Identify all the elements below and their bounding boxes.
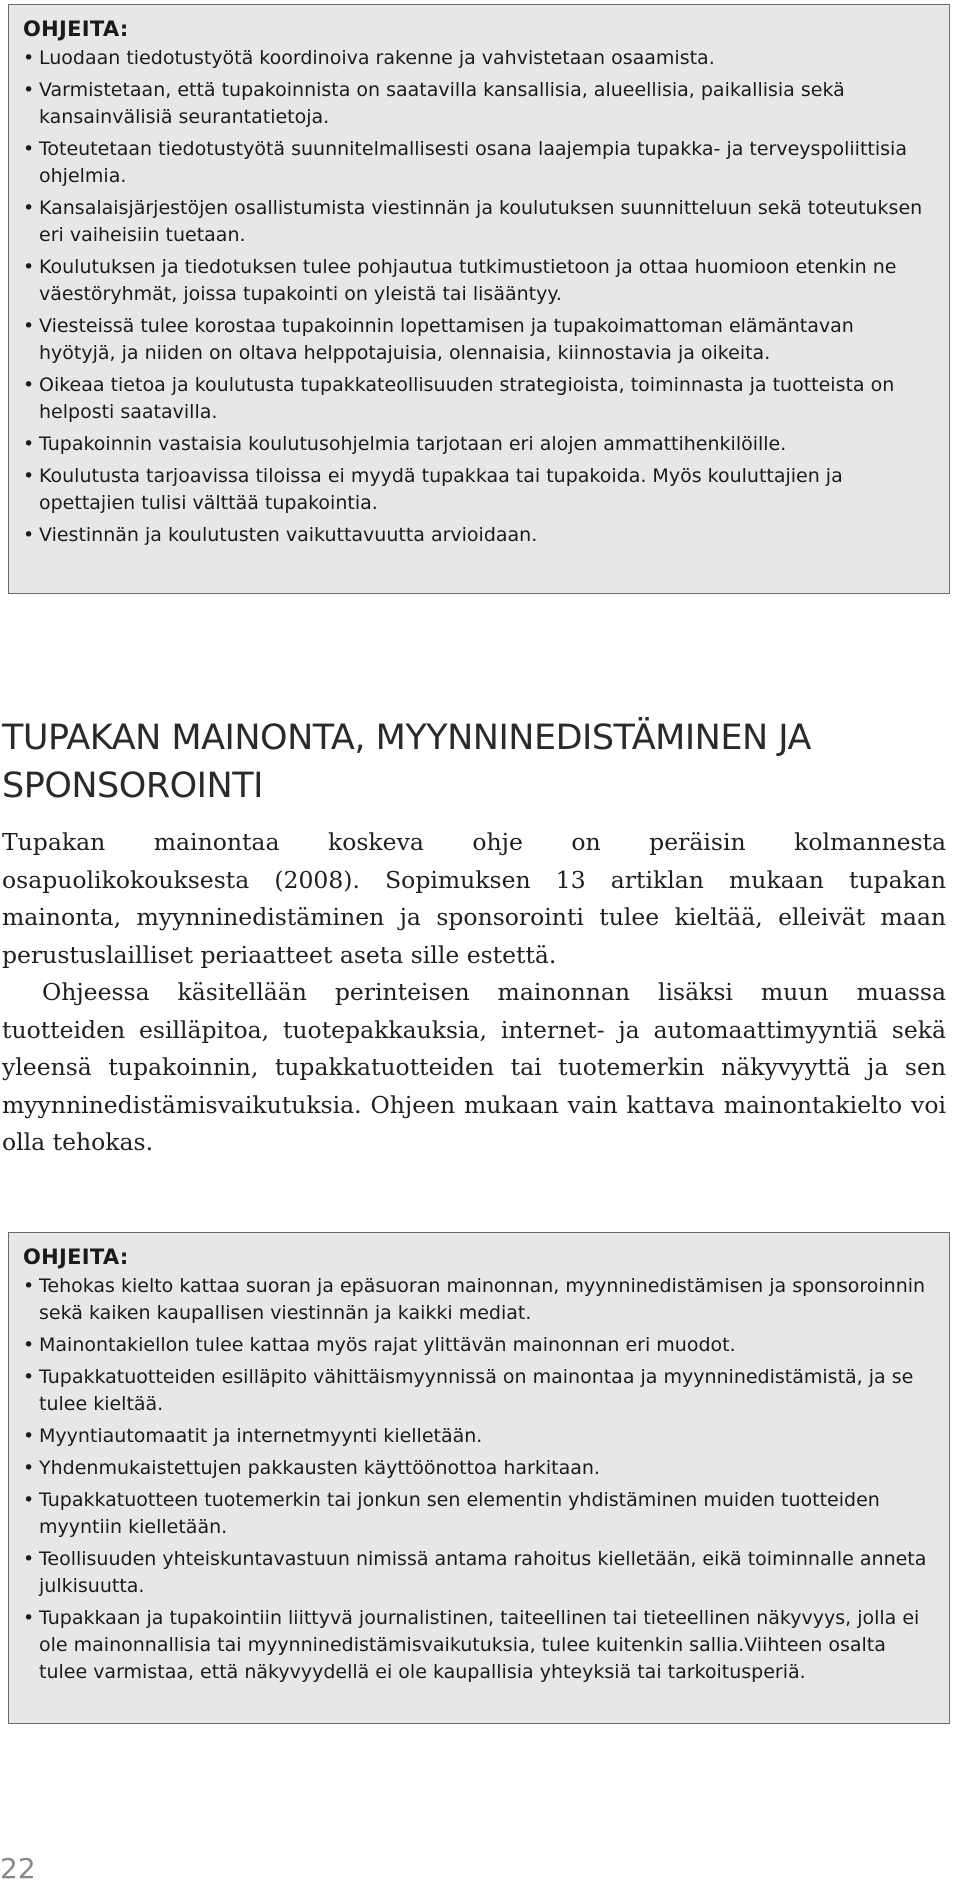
guidelines-list <box>23 1273 935 1686</box>
body-paragraph: Tupakan mainontaa koskeva ohje on peräisin kolmannesta osapuolikokouksesta (2008). Sopimuksen 13 artiklan mukaan tupakan mainonta, myynninedistäminen ja sponsorointi tulee kieltää, elleivät maan perustuslailliset periaatteet aseta sille estettä. <box>2 828 946 969</box>
list-item: • Tupakoinnin vastaisia koulutusohjelmia tarjotaan eri alojen ammattihenkilöille. <box>23 431 935 458</box>
section-body <box>2 824 946 1162</box>
list-item: • Koulutusta tarjoavissa tiloissa ei myydä tupakkaa tai tupakoida. Myös kouluttajien ja opettajien tulisi välttää tupakointia. <box>23 463 935 517</box>
list-item: • Teollisuuden yhteiskuntavastuun nimissä antama rahoitus kielletään, eikä toiminnalle anneta julkisuutta. <box>23 1546 935 1600</box>
section-heading: TUPAKAN MAINONTA, MYYNNINEDISTÄMINEN JA SPONSOROINTI <box>2 718 811 806</box>
list-item: • Mainontakiellon tulee kattaa myös rajat ylittävän mainonnan eri muodot. <box>23 1332 935 1359</box>
list-item: • Tupakkaan ja tupakointiin liittyvä journalistinen, taiteellinen tai tieteellinen näkyvyys, jolla ei ole mainonnallisia tai myynninedistämisvaikutuksia, tulee kuitenkin sallia.Viihteen osalta tulee varmistaa, että näkyvyydellä ei ole kaupallisia yhteyksiä tai tarkoitusperiä. <box>23 1605 935 1686</box>
box-title: OHJEITA: <box>23 1245 129 1269</box>
list-item: • Varmistetaan, että tupakoinnista on saatavilla kansallisia, alueellisia, paikallisia sekä kansainvälisiä seurantatietoja. <box>23 77 935 131</box>
list-item: • Toteutetaan tiedotustyötä suunnitelmallisesti osana laajempia tupakka- ja terveyspoliittisia ohjelmia. <box>23 136 935 190</box>
list-item: • Viestinnän ja koulutusten vaikuttavuutta arvioidaan. <box>23 522 935 549</box>
list-item: • Myyntiautomaatit ja internetmyynti kielletään. <box>23 1423 935 1450</box>
list-item: • Tupakkatuotteen tuotemerkin tai jonkun sen elementin yhdistäminen muiden tuotteiden myyntiin kielletään. <box>23 1487 935 1541</box>
list-item: • Kansalaisjärjestöjen osallistumista viestinnän ja koulutuksen suunnitteluun sekä toteutuksen eri vaiheisiin tuetaan. <box>23 195 935 249</box>
guidelines-box-1 <box>8 4 950 594</box>
body-paragraph: Ohjeessa käsitellään perinteisen mainonnan lisäksi muun muassa tuotteiden esilläpitoa, tuotepakkauksia, internet- ja automaattimyyntiä sekä yleensä tupakoinnin, tupakkatuotteiden tai tuotemerkin näkyvyyttä ja sen myynninedistämisvaikutuksia. Ohjeen mukaan vain kattava mainontakielto voi olla tehokas. <box>2 978 946 1156</box>
guidelines-list <box>23 45 935 549</box>
list-item: • Koulutuksen ja tiedotuksen tulee pohjautua tutkimustietoon ja ottaa huomioon etenkin ne väestöryhmät, joissa tupakointi on yleistä tai lisääntyy. <box>23 254 935 308</box>
list-item: • Luodaan tiedotustyötä koordinoiva rakenne ja vahvistetaan osaamista. <box>23 45 935 72</box>
list-item: • Viesteissä tulee korostaa tupakoinnin lopettamisen ja tupakoimattoman elämäntavan hyötyjä, ja niiden on oltava helppotajuisia, olennaisia, kiinnostavia ja oikeita. <box>23 313 935 367</box>
list-item: • Tehokas kielto kattaa suoran ja epäsuoran mainonnan, myynninedistämisen ja sponsoroinnin sekä kaiken kaupallisen viestinnän ja kaikki mediat. <box>23 1273 935 1327</box>
list-item: • Oikeaa tietoa ja koulutusta tupakkateollisuuden strategioista, toiminnasta ja tuotteista on helposti saatavilla. <box>23 372 935 426</box>
box-title: OHJEITA: <box>23 17 129 41</box>
list-item: • Tupakkatuotteiden esilläpito vähittäismyynnissä on mainontaa ja myynninedistämistä, ja se tulee kieltää. <box>23 1364 935 1418</box>
list-item: • Yhdenmukaistettujen pakkausten käyttöönottoa harkitaan. <box>23 1455 935 1482</box>
page-number: 22 <box>0 1852 36 1885</box>
guidelines-box-2 <box>8 1232 950 1724</box>
